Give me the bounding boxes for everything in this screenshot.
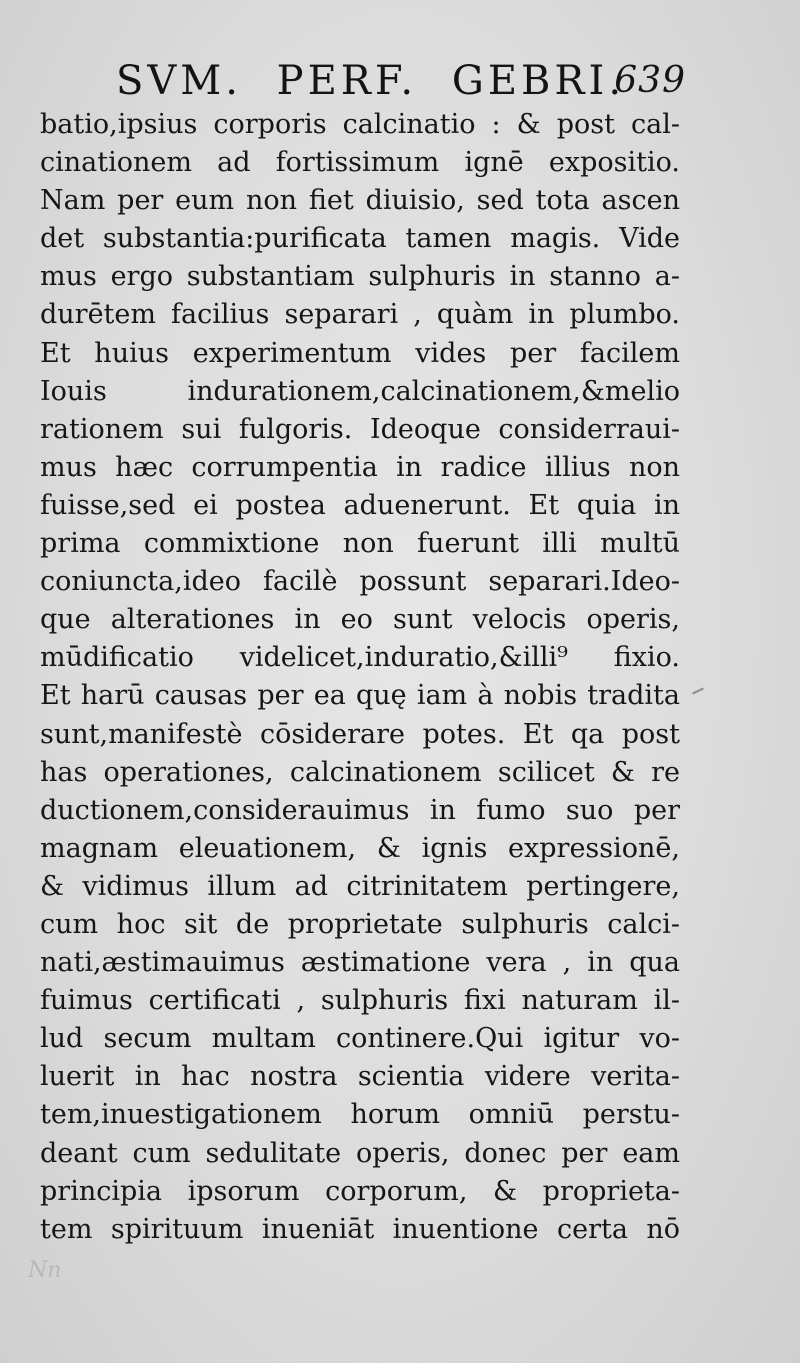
text-line: lud secum multam continere.Qui igitur vo- (40, 1023, 680, 1055)
text-line: Nam per eum non fiet diuisio, sed tota ascen (40, 185, 680, 217)
text-line: & vidimus illum ad citrinitatem pertingere, (40, 870, 680, 902)
text-line: nati,æstimauimus æstimatione vera , in qua (40, 947, 680, 979)
text-line: mus ergo substantiam sulphuris in stanno a- (40, 261, 680, 293)
text-line: cum hoc sit de proprietate sulphuris calci- (40, 908, 680, 940)
text-line: tem spirituum inueniāt inuentione certa nō (40, 1213, 680, 1245)
text-line: coniuncta,ideo facilè possunt separari.Ideo- (40, 566, 680, 598)
text-line: ductionem,considerauimus in fumo suo per (40, 794, 680, 826)
text-line: principia ipsorum corporum, & proprieta- (40, 1175, 680, 1207)
signature-mark: Nn (28, 1258, 62, 1283)
text-line: que alterationes in eo sunt velocis operis, (40, 604, 680, 636)
text-line: det substantia:purificata tamen magis. Vide (40, 223, 680, 255)
text-line: Et huius experimentum vides per facilem (40, 337, 680, 369)
text-line: durētem facilius separari , quàm in plumbo. (40, 299, 680, 331)
body-text (40, 106, 680, 1249)
text-line: batio,ipsius corporis calcinatio : & post cal- (40, 109, 680, 140)
text-line: Et harū causas per ea quę iam à nobis tradita (40, 680, 680, 712)
margin-mark (692, 688, 704, 695)
text-line: prima commixtione non fuerunt illi multū (40, 528, 680, 560)
text-line: deant cum sedulitate operis, donec per eam (40, 1137, 680, 1169)
text-line: has operationes, calcinationem scilicet & re (40, 756, 680, 788)
text-line: fuisse,sed ei postea aduenerunt. Et quia in (40, 489, 680, 521)
running-head: SVM. PERF. GEBRI. (116, 58, 626, 104)
text-line: sunt,manifestè cōsiderare potes. Et qa post (40, 718, 680, 750)
page-header (116, 58, 686, 108)
text-line: mus hæc corrumpentia in radice illius non (40, 451, 680, 483)
text-line: mūdificatio videlicet,induratio,&illi⁹ fixio. (40, 642, 680, 674)
text-line: rationem sui fulgoris. Ideoque considerraui- (40, 413, 680, 445)
text-line: fuimus certificati , sulphuris fixi naturam il- (40, 985, 680, 1017)
text-line: tem,inuestigationem horum omniū perstu- (40, 1099, 680, 1131)
text-line: magnam eleuationem, & ignis expressionē, (40, 832, 680, 864)
page-number: 639 (614, 60, 686, 101)
text-line: Iouis indurationem,calcinationem,&melio (40, 375, 680, 407)
text-line: luerit in hac nostra scientia videre verita- (40, 1061, 680, 1093)
text-line: cinationem ad fortissimum ignē expositio. (40, 147, 680, 179)
